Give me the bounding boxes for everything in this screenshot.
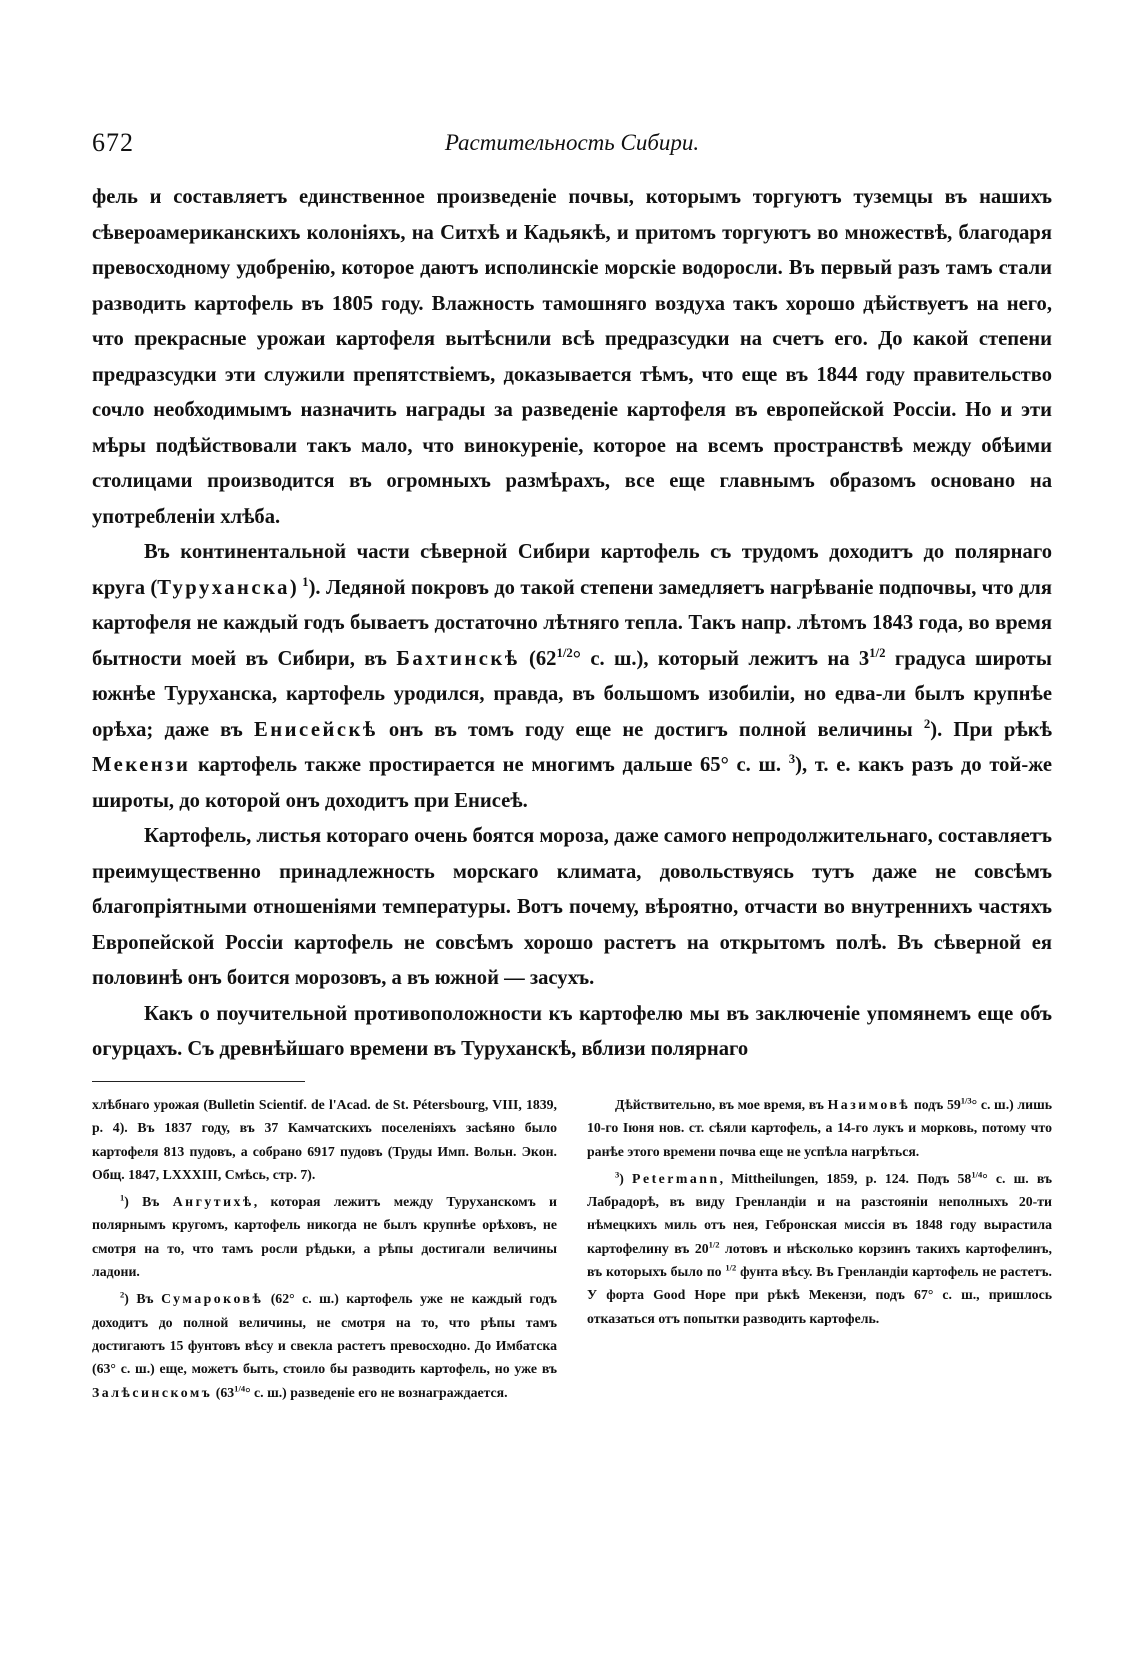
text-run: (62° с. ш.) картофель уже не каждый годъ доходитъ до полной величины, не смотря на то, что рѣпы тамъ достигаютъ 15 фунтовъ вѣсу и свекла растетъ превосходно. До Имбатска (63° с. ш.) еще, можетъ быть, стоило бы разводить картофель, но уже въ — [92, 1291, 557, 1377]
main-text — [92, 180, 1052, 1068]
text-run: Дѣйствительно, въ мое время, въ — [615, 1097, 828, 1112]
footnote-mark: 2 — [120, 1289, 125, 1300]
place-name: Залѣсинскомъ — [92, 1384, 213, 1400]
text-run: фунта вѣсу. Въ Гренландіи картофель не растетъ. У форта Good Hope при рѣкѣ Мекензи, подъ 67° с. ш., пришлось отказаться отъ попытки разводить картофель. — [587, 1264, 1052, 1326]
footnotes-left-column — [92, 1093, 557, 1408]
text-run: ) — [619, 1170, 633, 1186]
fraction: 1/4 — [234, 1382, 246, 1393]
place-name: Енисейскѣ — [253, 718, 378, 741]
place-name: Туруханска — [157, 576, 290, 599]
running-title: Растительность Сибири. — [444, 130, 700, 155]
place-name: Мекензи — [92, 754, 191, 776]
text-run: ° с. ш.) лишь 10-го Іюня нов. ст. сѣяли картофель, а 14-го лукъ и морковь, потому что ранѣе этого времени почва еще не успѣла нагрѣться. — [587, 1097, 1053, 1159]
text-run: ), т. е. какъ разъ до той-же широты, до которой онъ доходитъ при Енисеѣ. — [92, 754, 1052, 812]
fraction: 1/2 — [556, 645, 573, 660]
text-run: онъ въ томъ году еще не достигъ полной величины — [377, 718, 924, 741]
page-number: 672 — [92, 128, 134, 157]
text-run: ° с. ш. въ Лабрадорѣ, въ виду Гренландіи и на разстояніи неполныхъ 20-ти нѣмецкихъ миль отъ нея, Гебронская миссія въ 1848 году вырастила картофелину въ 20 — [587, 1170, 1052, 1256]
text-run: ° с. ш.) разведеніе его не вознаграждается. — [245, 1384, 508, 1400]
footnote-continuation: хлѣбнаго урожая (Bulletin Scientif. de l'Acad. de St. Pétersbourg, VIII, 1839, p. 4). Въ 1837 году, въ 37 Камчатскихъ поселеніяхъ засѣяно было картофеля 813 пудовъ, а собрано 6917 пудовъ (Труды Имп. Вольн. Экон. Общ. 1847, LXXXIII, Смѣсь, стр. 7). — [92, 1097, 557, 1182]
fraction: 1/3 — [960, 1095, 972, 1106]
footnote-mark: 1 — [120, 1192, 125, 1203]
text-run: ) — [289, 576, 303, 599]
text-run: Въ континентальной части сѣверной Сибири картофель съ трудомъ доходитъ до полярнаго круга ( — [92, 541, 1052, 599]
footnote-ref: 1 — [302, 574, 309, 589]
footnotes-right-column — [587, 1093, 1052, 1408]
text-run: ) Въ — [124, 1194, 173, 1210]
footnote-ref: 2 — [923, 716, 931, 731]
paragraph-3: Картофель, листья котораго очень боятся мороза, даже самого непродолжительнаго, составляетъ преимущественно принадлежность морскаго климата, довольствуясь тутъ даже не совсѣмъ благопріятными отношеніями температуры. Вотъ почему, вѣроятно, отчасти во внутреннихъ частяхъ Европейской Россіи картофель не совсѣмъ хорошо растетъ на открытомъ полѣ. Въ сѣверной ея половинѣ онъ боится морозовъ, а въ южной — засухъ. — [92, 825, 1052, 989]
footnote-mark: 3 — [615, 1169, 620, 1180]
text-run: лотовъ и нѣсколько корзинъ такихъ картофелинъ, въ которыхъ было по — [587, 1240, 1052, 1280]
footnote-2 — [92, 1287, 557, 1403]
fraction: 1/2 — [725, 1262, 737, 1273]
paragraph-4: Какъ о поучительной противоположности къ картофелю мы въ заключеніе упомянемъ еще объ огурцахъ. Съ древнѣйшаго времени въ Туруханскѣ, вблизи полярнаго — [92, 1002, 1052, 1060]
author-name: Petermann — [632, 1170, 720, 1186]
text-run: , которая лежитъ между Туруханскомъ и полярнымъ кругомъ, картофель никогда не былъ крупнѣе орѣховъ, не смотря на то, что тамъ росли рѣдьки, а рѣпы достигали величины ладони. — [92, 1194, 557, 1280]
fraction: 1/4 — [971, 1169, 983, 1180]
text-run: ). При рѣкѣ — [930, 718, 1052, 741]
footnote-2-continued — [587, 1093, 1052, 1163]
footnote-ref: 3 — [788, 752, 796, 767]
text-run: картофель также простирается не многимъ дальше 65° с. ш. — [190, 754, 789, 776]
place-name: Назимовѣ — [827, 1097, 911, 1112]
text-run: ) Въ — [124, 1291, 162, 1307]
footnote-1 — [92, 1190, 557, 1283]
place-name: Бахтинскѣ — [396, 647, 520, 670]
footnote-divider — [92, 1081, 305, 1082]
page-header — [92, 128, 1052, 168]
paragraph-1: фель и составляетъ единственное произведеніе почвы, которымъ торгуютъ туземцы въ нашихъ сѣвероамериканскихъ колоніяхъ, на Ситхѣ и Кадьякѣ, и притомъ торгуютъ во множествѣ, благодаря превосходному удобренію, которое даютъ исполинскіе морскіе водоросли. Въ первый разъ тамъ стали разводить картофель въ 1805 году. Влажность тамошняго воздуха такъ хорошо дѣйствуетъ на него, что прекрасные урожаи картофеля вытѣснили всѣ предразсудки на счетъ его. До какой степени предразсудки эти служили препятствіемъ, доказывается тѣмъ, что еще въ 1844 году правительство сочло необходимымъ назначить награды за разведеніе картофеля въ европейской Россіи. Но и эти мѣры подѣйствовали такъ мало, что винокуреніе, которое на всемъ пространствѣ между обѣими столицами производится въ огромныхъ размѣрахъ, все еще главнымъ образомъ основано на употребленіи хлѣба. — [92, 186, 1052, 528]
fraction: 1/2 — [708, 1239, 720, 1250]
text-run: градуса широты южнѣе Туруханска, картофель уродился, правда, въ большомъ изобиліи, но едва-ли былъ крупнѣе орѣха; даже въ — [92, 647, 1052, 741]
text-run: , Mittheilungen, 1859, p. 124. Подъ 58 — [719, 1170, 972, 1186]
text-run: (62 — [519, 647, 557, 670]
text-run: (63 — [212, 1384, 235, 1400]
text-run: ). Ледяной покровъ до такой степени замедляетъ нагрѣваніе подпочвы, что для картофеля не каждый годъ бываетъ достаточно лѣтняго тепла. Такъ напр. лѣтомъ 1843 года, во время бытности моей въ Сибири, въ — [92, 576, 1053, 670]
text-run: подъ 59 — [910, 1097, 961, 1112]
place-name: Ангутихѣ — [172, 1194, 254, 1210]
paragraph-2 — [92, 535, 1052, 819]
place-name: Сумароковѣ — [161, 1291, 264, 1307]
fraction: 1/2 — [869, 645, 886, 660]
footnote-3 — [587, 1167, 1052, 1330]
text-run: ° с. ш.), который лежитъ на 3 — [572, 647, 870, 670]
footnotes — [92, 1093, 1052, 1408]
